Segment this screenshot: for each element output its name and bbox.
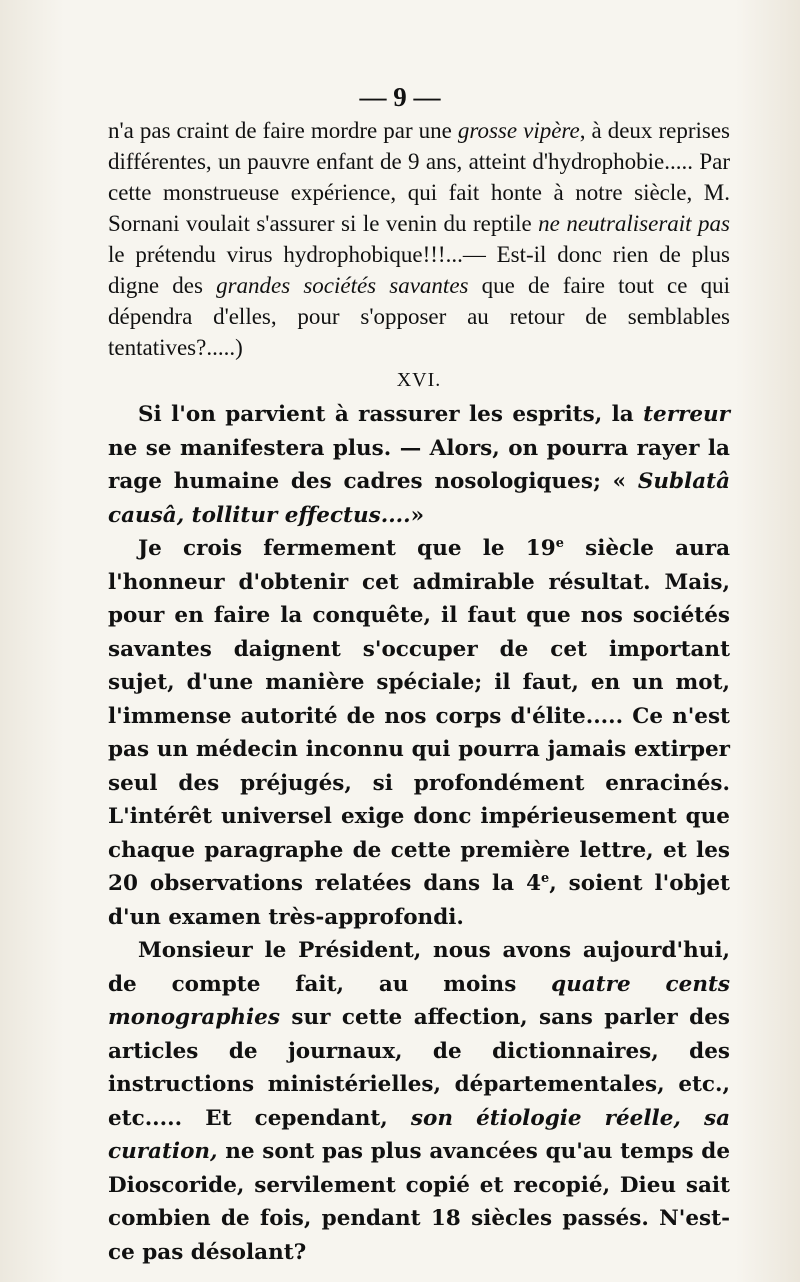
paragraph-monographs: Monsieur le Président, nous avons aujourd'hui, de compte fait, au moins quatre cents monographies sur cette affection, sans parler des articles de journaux, de dictionnaires, des instructions ministérielles, départementales, etc., etc..... Et cependant, son étiologie réelle, sa curation, ne sont pas plus avancées qu'au temps de Dioscoride, servilement copié et recopié, Dieu sait combien de fois, pendant 18 siècles passés. N'est-ce pas désolant?: [108, 938, 730, 1265]
emphasis: terreur: [643, 402, 730, 427]
emphasis: quatre cents monographies: [108, 971, 730, 1030]
emphasis: grosse vipère: [457, 118, 580, 143]
paragraph-terror: Si l'on parvient à rassurer les esprits, la terreur ne se manifestera plus. — Alors, on pourra rayer la rage humaine des cadres nosologiques; « Sublatâ causâ, tollitur effectus....»: [108, 402, 730, 528]
section-heading: XVI.: [396, 369, 442, 391]
emphasis: son étiologie réelle, sa curation,: [108, 1105, 730, 1164]
emphasis: grandes sociétés savantes: [216, 273, 469, 298]
page-number: — 9 —: [359, 82, 441, 112]
page-body: [108, 115, 730, 1269]
latin-quote: Sublatâ causâ, tollitur effectus....: [108, 469, 730, 528]
bold-section: [108, 398, 730, 1269]
paragraph-nineteenth-century: Je crois fermement que le 19e siècle aura l'honneur d'obtenir cet admirable résultat. Mais, pour en faire la conquête, il faut que nos sociétés savantes daignent s'occuper de cet important sujet, d'une manière spéciale; il faut, en un mot, l'immense autorité de nos corps d'élite..... Ce n'est pas un médecin inconnu qui pourra jamais extirper seul des préjugés, si profondément enracinés. L'intérêt universel exige donc impérieusement que chaque paragraphe de cette première lettre, et les 20 observations relatées dans la 4e, soient l'objet d'un examen très-approfondi.: [108, 535, 731, 930]
emphasis: ne neutraliserait pas: [538, 211, 730, 236]
paragraph-viper-experiment: n'a pas craint de faire mordre par une grosse vipère, à deux reprises différentes, un pauvre enfant de 9 ans, atteint d'hydrophobie..... Par cette monstrueuse expérience, qui fait honte à notre siècle, M. Sornani voulait s'assurer si le venin du reptile ne neutraliserait pas le prétendu virus hydrophobique!!!...— Est-il donc rien de plus digne des grandes sociétés savantes que de faire tout ce qui dépendra d'elles, pour s'opposer au retour de semblables tentatives?.....): [108, 118, 730, 360]
